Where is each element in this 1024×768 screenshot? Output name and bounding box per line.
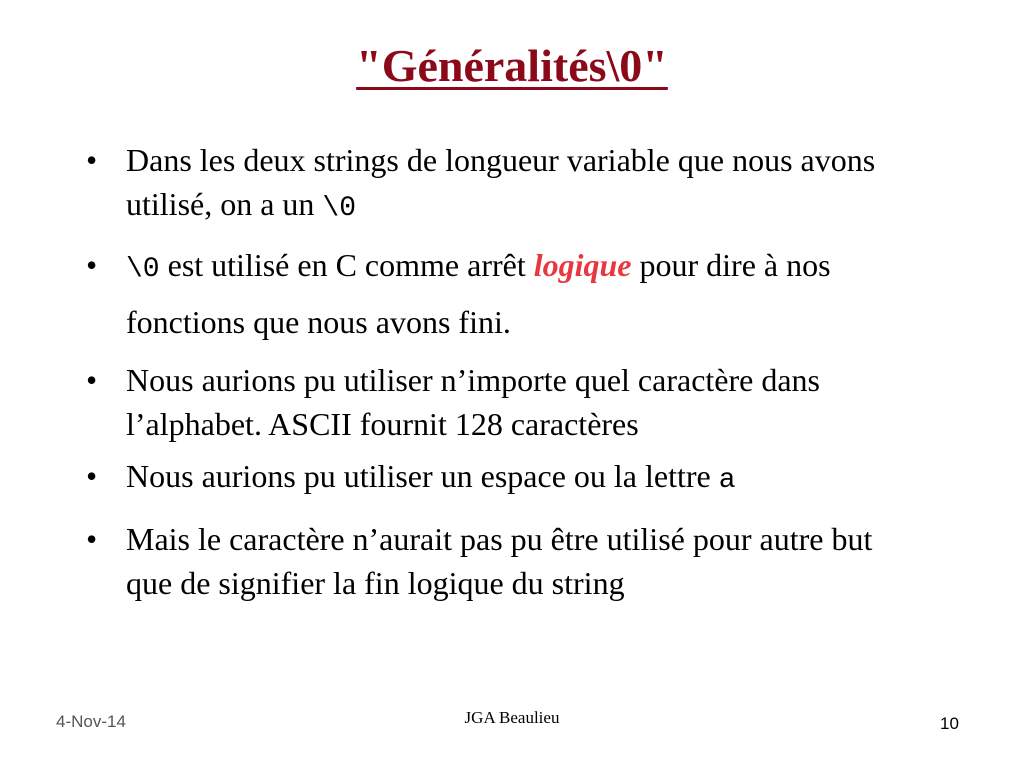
- bullet-item-5: [0, 517, 1024, 605]
- bullet-glyph: •: [86, 142, 98, 178]
- bullet-item-1: [0, 138, 1024, 231]
- page-number: 10: [940, 714, 959, 733]
- bullet-item-2: [0, 239, 1024, 348]
- bullet-glyph: •: [86, 362, 98, 398]
- bullet-glyph: •: [86, 458, 98, 494]
- bullet-2-text-after: pour dire à nos fonctions que nous avons fini.: [126, 247, 831, 340]
- bullet-glyph: •: [86, 521, 98, 557]
- bullet-3-text: Nous aurions pu utiliser n’importe quel caractère dans l’alphabet. ASCII fournit 128 caractères: [126, 362, 820, 442]
- bullet-1-text: Dans les deux strings de longueur variable que nous avons utilisé, on a un: [126, 142, 876, 222]
- bullet-2-text-middle: est utilisé en C comme arrêt: [159, 247, 534, 283]
- bullet-item-3: [0, 358, 1024, 446]
- bullet-4-code: a: [718, 465, 736, 496]
- slide-title: [0, 38, 1024, 94]
- bullet-item-4: [0, 454, 1024, 503]
- slide-title-text: "Généralités\0": [356, 40, 668, 91]
- footer-author: JGA Beaulieu: [464, 708, 560, 727]
- bullet-2-emphasis: logique: [533, 247, 632, 283]
- bullet-5-text: Mais le caractère n’aurait pas pu être utilisé pour autre but que de signifier la fin logique du string: [126, 521, 873, 601]
- bullet-2-code: \0: [126, 254, 160, 285]
- footer-date: 4-Nov-14: [56, 712, 126, 731]
- bullet-glyph: •: [86, 247, 98, 283]
- bullet-list: [0, 138, 1024, 613]
- bullet-1-code: \0: [322, 193, 357, 224]
- bullet-4-text: Nous aurions pu utiliser un espace ou la lettre: [126, 458, 719, 494]
